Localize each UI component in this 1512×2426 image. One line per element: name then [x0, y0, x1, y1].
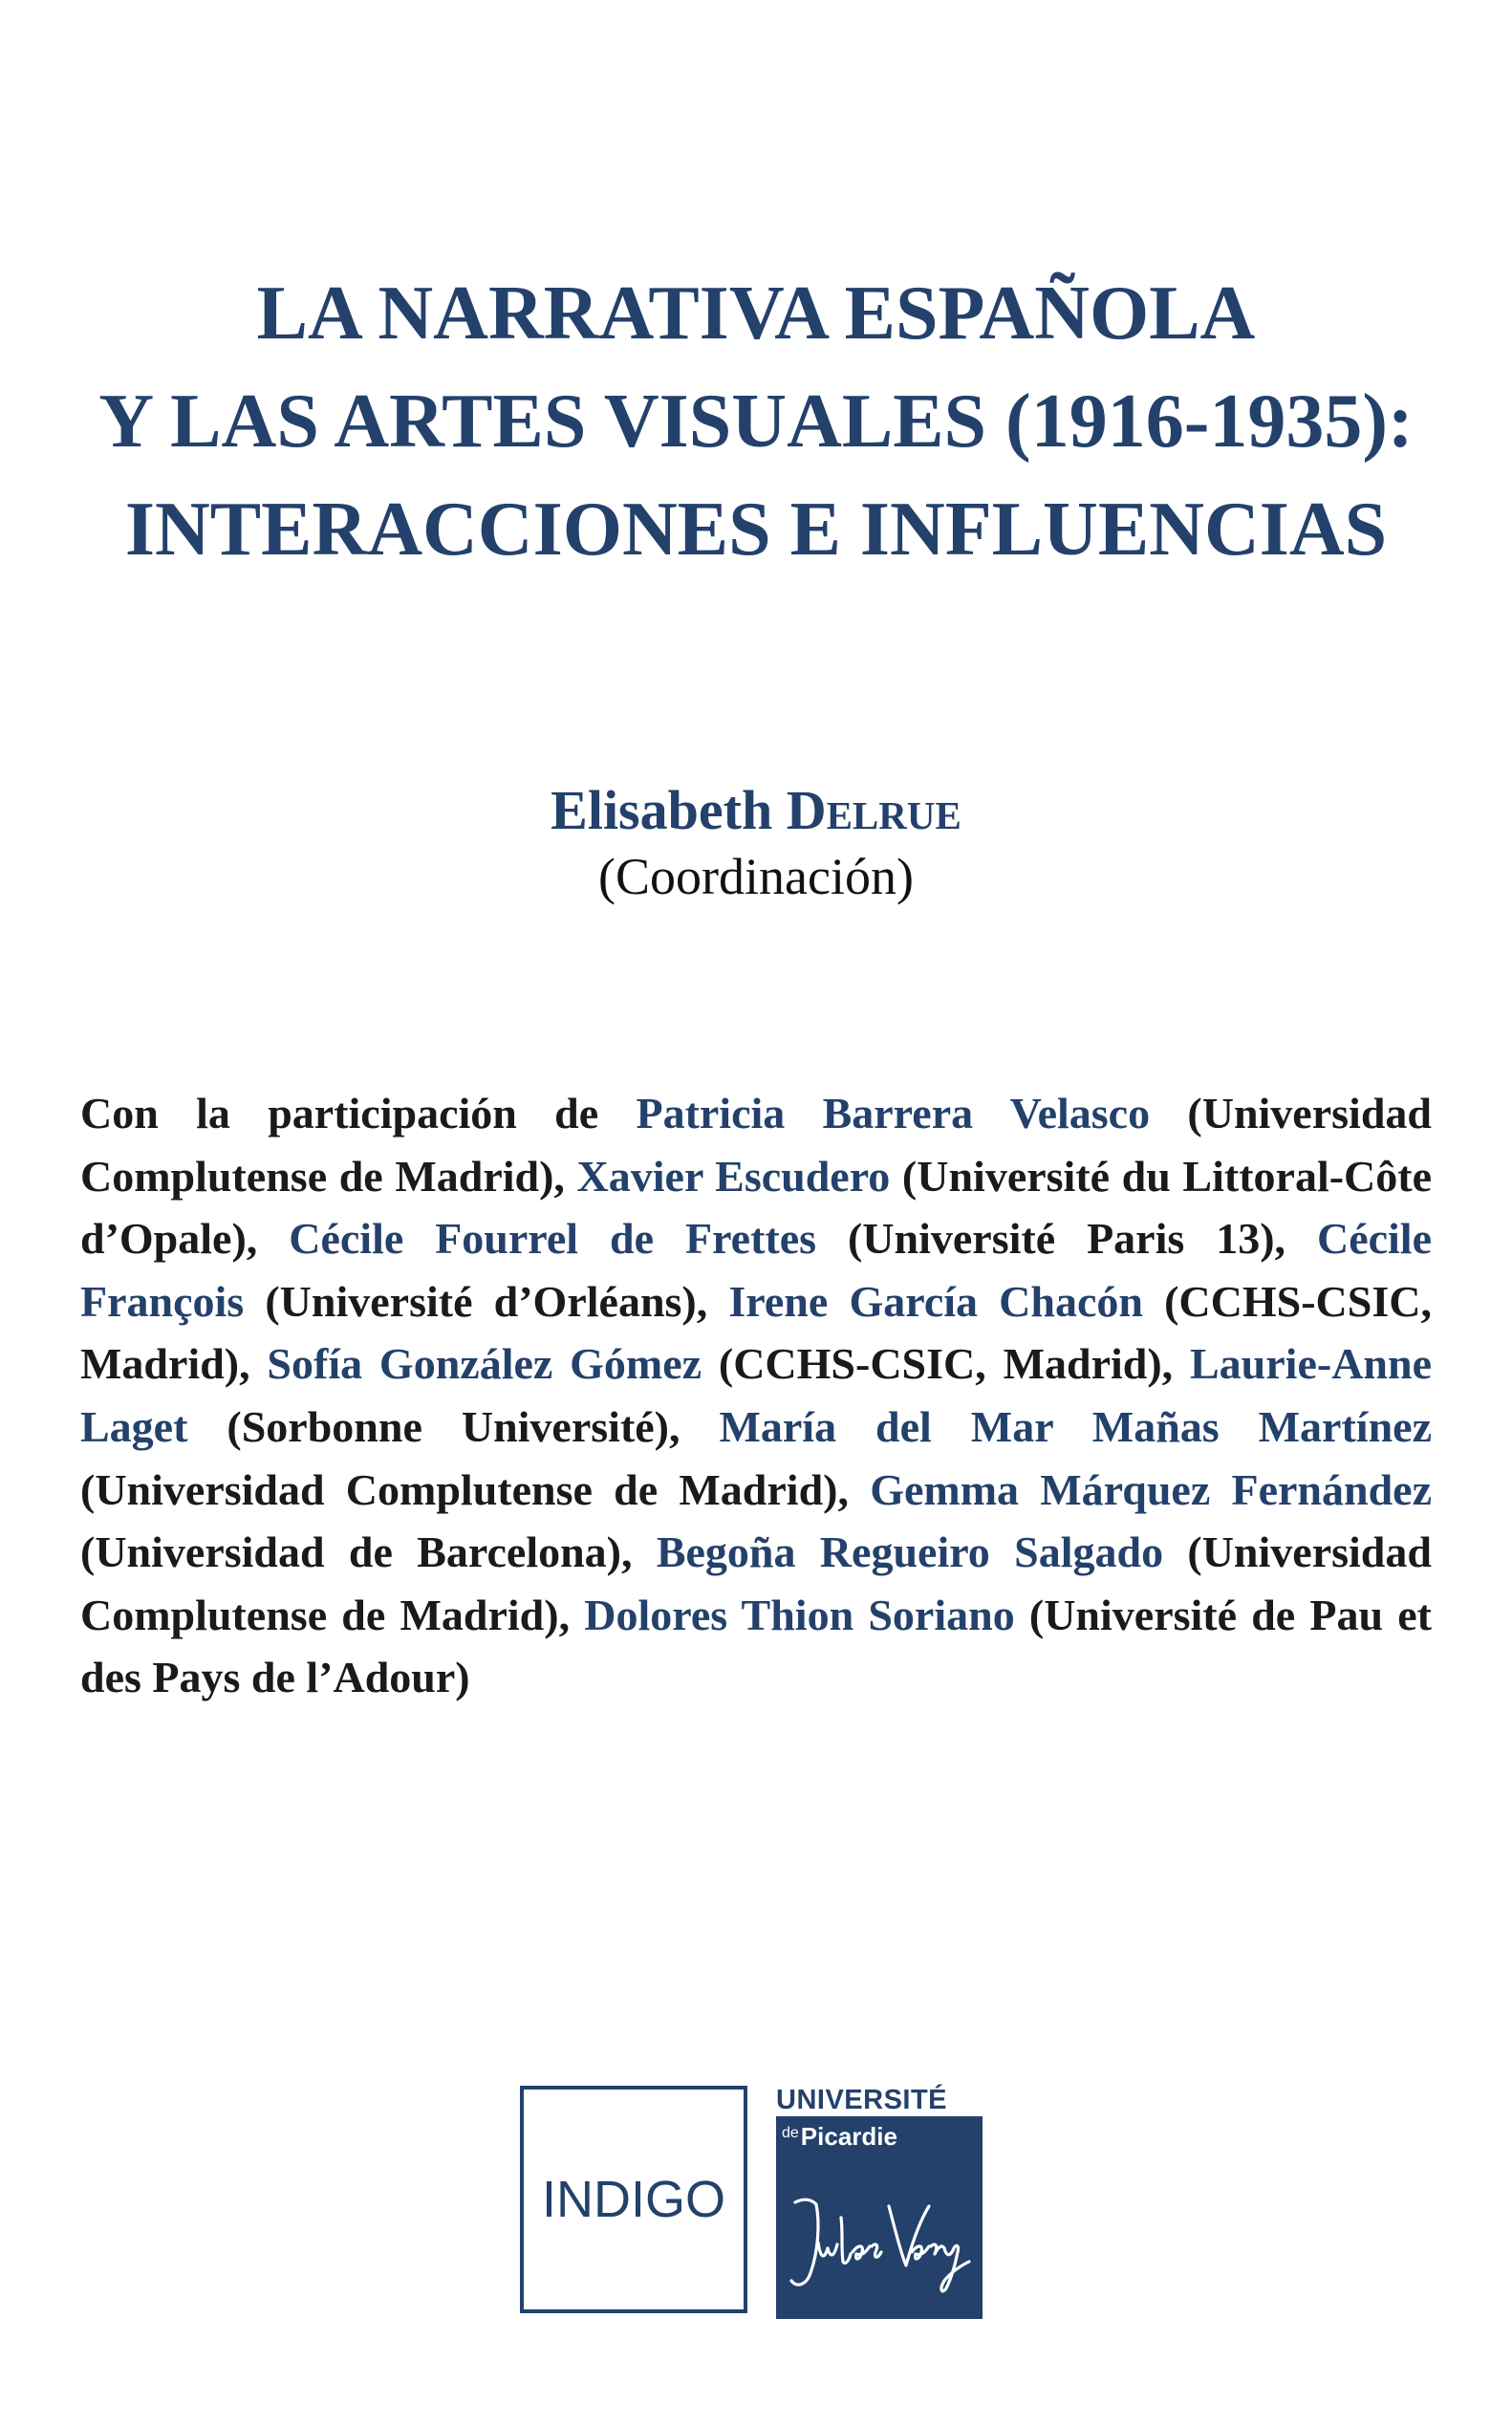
upjv-logo-title: UNIVERSITÉ: [776, 2085, 948, 2115]
contributor-affiliation: (Universidad Complutense de Madrid),: [80, 1464, 871, 1514]
author-first-name: Elisabeth: [551, 779, 773, 841]
contributor-name: Cécile François: [80, 1214, 1432, 1326]
contributor-name: María del Mar Mañas Martínez: [719, 1401, 1432, 1451]
upjv-logo-signature-text: [776, 2116, 777, 2117]
indigo-logo-text: INDIGO: [541, 2171, 725, 2228]
contributor-affiliation: (Universidad de Barcelona),: [80, 1527, 657, 1577]
contributor-name: Xavier Escudero: [576, 1151, 891, 1201]
contributor-affiliation: (Universidad Complutense de Madrid),: [80, 1089, 1432, 1201]
title-line-2: Y LAS ARTES VISUALES (1916-1935):: [98, 379, 1414, 464]
title-line-3: INTERACCIONES E INFLUENCIAS: [124, 487, 1388, 572]
upjv-logo-subtitle: [782, 2122, 897, 2152]
upjv-logo-de: de: [782, 2125, 799, 2141]
contributor-affiliation: (CCHS-CSIC, Madrid),: [80, 1276, 1432, 1389]
upjv-logo-box: [776, 2116, 983, 2319]
participation-intro: Con la participación de: [80, 1089, 637, 1137]
contributor-affiliation: (Université Paris 13),: [816, 1214, 1317, 1264]
contributor-affiliation: (Université d’Orléans),: [244, 1276, 729, 1326]
title-line-1: LA NARRATIVA ESPAÑOLA: [256, 271, 1256, 356]
participation-paragraph: [80, 1082, 1432, 1709]
author-name: [0, 776, 1512, 845]
jules-verne-signature-icon: [782, 2185, 977, 2300]
contributor-affiliation: (Sorbonne Université),: [187, 1401, 720, 1451]
contributor-affiliation: (Université de Pau et des Pays de l’Adour): [80, 1590, 1432, 1702]
contributor-name: Sofía González Gómez: [267, 1339, 702, 1389]
author-block: [0, 776, 1512, 908]
contributor-name: Patricia Barrera Velasco: [636, 1089, 1151, 1137]
contributor-name: Laurie-Anne Laget: [80, 1339, 1432, 1451]
contributor-affiliation: (Universidad Complutense de Madrid),: [80, 1527, 1432, 1639]
contributor-name: Dolores Thion Soriano: [584, 1590, 1015, 1639]
contributor-affiliation: (CCHS-CSIC, Madrid),: [702, 1339, 1190, 1389]
book-title: [0, 260, 1512, 584]
contributor-name: Begoña Regueiro Salgado: [656, 1527, 1164, 1577]
upjv-logo-picardie: Picardie: [800, 2122, 897, 2151]
contributor-affiliation: (Université du Littoral-Côte d’Opale),: [80, 1151, 1433, 1264]
contributor-name: Irene García Chacón: [728, 1276, 1143, 1326]
author-role: (Coordinación): [598, 848, 914, 905]
contributor-name: Gemma Márquez Fernández: [870, 1464, 1432, 1514]
upjv-logo: [776, 2086, 983, 2319]
indigo-logo: [520, 2086, 747, 2313]
contributor-name: Cécile Fourrel de Frettes: [289, 1214, 817, 1264]
author-last-name: Delrue: [786, 779, 961, 841]
